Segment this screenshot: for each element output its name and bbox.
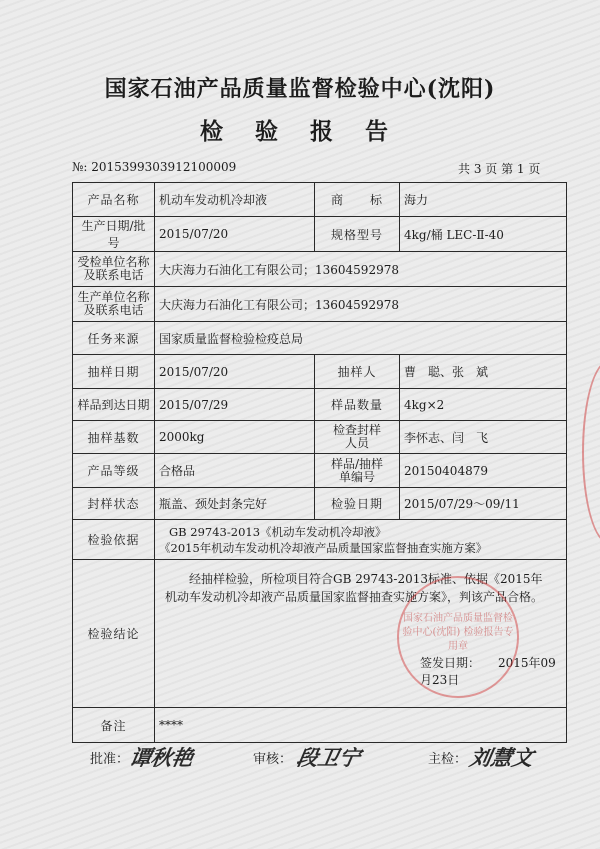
review-label: 审核： bbox=[253, 752, 293, 767]
sampling-date-value: 2015/07/20 bbox=[155, 355, 315, 389]
sign-date: 签发日期： 2015年09月23日 bbox=[420, 656, 556, 687]
arrival-date-label: 样品到达日期 bbox=[73, 389, 155, 421]
manufacturer-value: 大庆海力石油化工有限公司；13604592978 bbox=[155, 287, 567, 322]
inspected-unit-value: 大庆海力石油化工有限公司；13604592978 bbox=[155, 252, 567, 287]
approve-label: 批准： bbox=[90, 752, 130, 767]
trademark-label: 商 标 bbox=[315, 183, 400, 217]
seal-checker-value: 李怀志、闫 飞 bbox=[400, 421, 567, 454]
trademark-value: 海力 bbox=[400, 183, 567, 217]
sampler-value: 曹 聪、张 斌 bbox=[400, 355, 567, 389]
report-subtitle: 检 验 报 告 bbox=[199, 118, 401, 145]
signature-footer bbox=[0, 742, 600, 778]
test-date-value: 2015/07/29～09/11 bbox=[400, 488, 567, 520]
seal-status-value: 瓶盖、颈处封条完好 bbox=[155, 488, 315, 520]
official-seal-stamp bbox=[397, 576, 519, 698]
page-info: 共 3 页 第 1 页 bbox=[458, 162, 541, 176]
base-value: 2000kg bbox=[155, 421, 315, 454]
inspected-unit-label: 受检单位名称及联系电话 bbox=[73, 252, 155, 287]
task-source-value: 国家质量监督检验检疫总局 bbox=[155, 322, 567, 355]
seal-checker-label: 检查封样人员 bbox=[315, 421, 400, 454]
report-title: 国家石油产品质量监督检验中心(沈阳) bbox=[104, 76, 496, 102]
lead-inspector-label: 主检： bbox=[428, 752, 468, 767]
base-label: 抽样基数 bbox=[73, 421, 155, 454]
conclusion-text: 经抽样检验，所检项目符合GB 29743-2013标准、依据《2015年机动车发动机冷却液产品质量国家监督抽查实施方案》，判该产品合格。 bbox=[165, 572, 544, 604]
quantity-label: 样品数量 bbox=[315, 389, 400, 421]
remarks-value: **** bbox=[155, 708, 567, 743]
basis-line-2: 《2015年机动车发动机冷却液产品质量国家监督抽查实施方案》 bbox=[159, 540, 488, 555]
remarks-label: 备注 bbox=[73, 708, 155, 743]
seal-status-label: 封样状态 bbox=[73, 488, 155, 520]
sample-number-value: 20150404879 bbox=[400, 454, 567, 488]
sampling-date-label: 抽样日期 bbox=[73, 355, 155, 389]
approver-signature: 谭秋艳 bbox=[127, 746, 195, 770]
sampler-label: 抽样人 bbox=[315, 355, 400, 389]
spec-label: 规格型号 bbox=[315, 217, 400, 252]
task-source-label: 任务来源 bbox=[73, 322, 155, 355]
reviewer-signature: 段卫宁 bbox=[294, 746, 362, 770]
edge-seal-stamp bbox=[582, 360, 600, 544]
document-number: №: 2015399303912100009 bbox=[72, 160, 237, 174]
grade-label: 产品等级 bbox=[73, 454, 155, 488]
basis-label: 检验依据 bbox=[73, 520, 155, 560]
basis-line-1: GB 29743-2013《机动车发动机冷却液》 bbox=[169, 524, 387, 539]
product-name-value: 机动车发动机冷却液 bbox=[155, 183, 315, 217]
manufacturer-label: 生产单位名称及联系电话 bbox=[73, 287, 155, 322]
basis-value bbox=[155, 520, 567, 560]
production-date-value: 2015/07/20 bbox=[155, 217, 315, 252]
lead-inspector-signature: 刘慧文 bbox=[467, 746, 535, 770]
production-date-label: 生产日期/批号 bbox=[73, 217, 155, 252]
sample-number-label: 样品/抽样单编号 bbox=[315, 454, 400, 488]
stamp-text: 国家石油产品质量监督检验中心(沈阳) 检验报告专用章 bbox=[402, 613, 514, 652]
conclusion-label: 检验结论 bbox=[73, 560, 155, 708]
spec-value: 4kg/桶 LEC-Ⅱ-40 bbox=[400, 217, 567, 252]
test-date-label: 检验日期 bbox=[315, 488, 400, 520]
product-name-label: 产品名称 bbox=[73, 183, 155, 217]
grade-value: 合格品 bbox=[155, 454, 315, 488]
arrival-date-value: 2015/07/29 bbox=[155, 389, 315, 421]
quantity-value: 4kg×2 bbox=[400, 389, 567, 421]
